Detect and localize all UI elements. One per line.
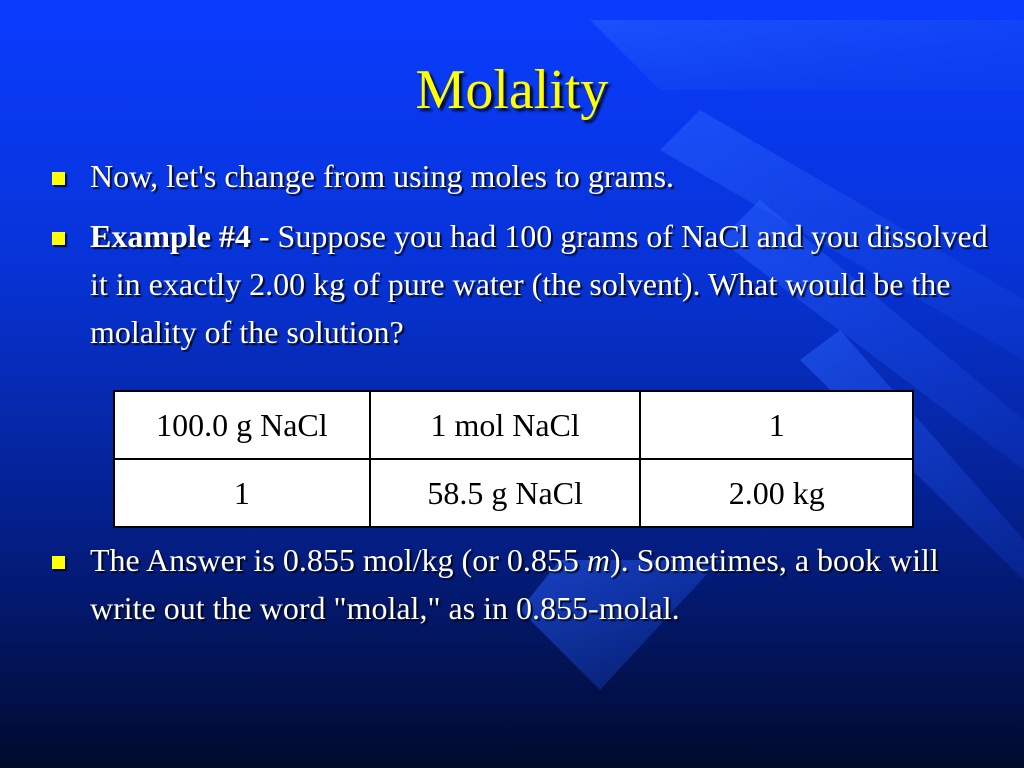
table-cell: 1 <box>640 391 913 459</box>
answer-italic-unit: m <box>586 542 610 578</box>
example-label: Example #4 <box>90 218 251 254</box>
table-row <box>114 391 913 459</box>
table-cell: 100.0 g NaCl <box>114 391 370 459</box>
bullet-item-answer <box>48 536 988 632</box>
slide-title: Molality <box>415 59 609 121</box>
bullet-text <box>90 536 988 632</box>
bullet-text: Now, let's change from using moles to grams. <box>90 158 675 194</box>
bullet-item-example <box>48 212 988 356</box>
square-bullet-icon <box>52 556 65 569</box>
answer-text-start: The Answer is 0.855 mol/kg (or 0.855 <box>90 542 587 578</box>
table-cell: 2.00 kg <box>640 459 913 527</box>
square-bullet-icon <box>52 232 65 245</box>
bullet-item-intro <box>48 152 988 200</box>
table-row <box>114 459 913 527</box>
table-cell: 1 <box>114 459 370 527</box>
bullet-text <box>90 212 988 356</box>
answer-text-end: ). Sometimes, a book will write out the word "molal," as in 0.855-molal. <box>90 542 939 626</box>
example-text: - Suppose you had 100 grams of NaCl and you dissolved it in exactly 2.00 kg of pure water (the solvent). What would be the molality of the solution? <box>90 218 988 350</box>
table-cell: 1 mol NaCl <box>370 391 641 459</box>
conversion-table <box>113 390 914 528</box>
square-bullet-icon <box>52 172 65 185</box>
table-cell: 58.5 g NaCl <box>370 459 641 527</box>
